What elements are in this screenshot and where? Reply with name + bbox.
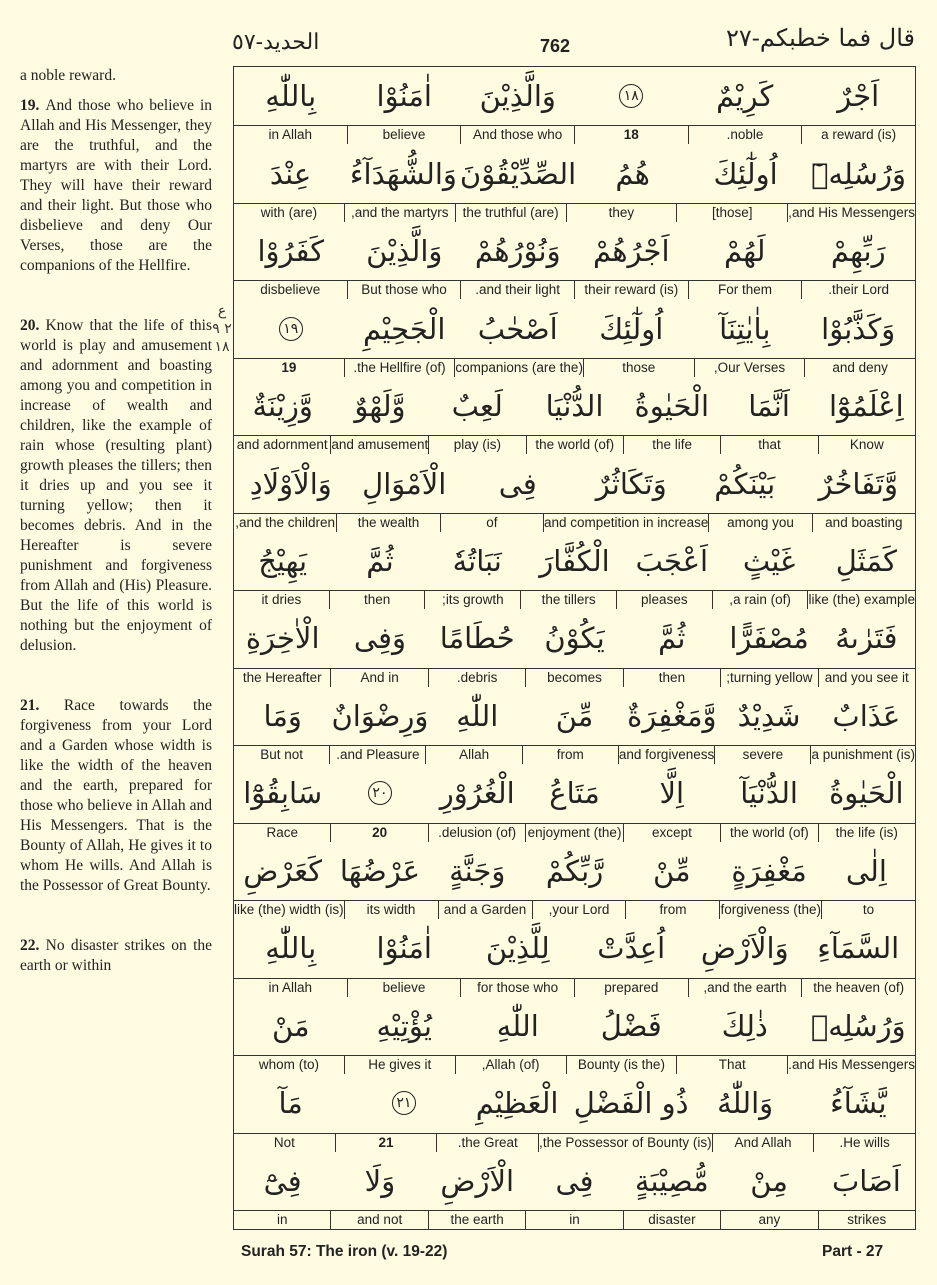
arabic-word: بِاٰيٰتِنَآ	[719, 311, 771, 346]
arabic-word: الْعَظِيْمِ	[475, 1086, 559, 1121]
header-left-arabic: الحديد-٥٧	[232, 30, 320, 55]
arabic-line	[234, 1152, 915, 1210]
translation-text: No disaster strikes on the earth or within	[20, 937, 213, 974]
english-gloss: it dries	[261, 592, 302, 608]
arabic-word: كَعَرْضِ	[243, 853, 323, 888]
english-gloss: believe	[347, 979, 461, 997]
arabic-word: لَعِبٌ	[451, 389, 503, 424]
english-gloss: its width	[344, 901, 438, 919]
verse-end-marker	[234, 317, 348, 341]
arabic-word: اَجْرٌ	[837, 79, 880, 114]
english-gloss: like (the) example	[808, 592, 915, 608]
arabic-line	[234, 687, 915, 745]
arabic-word: فِىْٓ	[263, 1163, 302, 1198]
arabic-word: فَضْلُ	[600, 1008, 662, 1043]
english-gloss: then	[623, 669, 720, 687]
english-gloss: Not	[273, 1134, 295, 1150]
arabic-word: سَابِقُوْٓا	[243, 776, 323, 811]
arabic-line	[234, 144, 915, 202]
english-gloss: among you	[708, 514, 811, 532]
arabic-word: اَصْحٰبُ	[477, 311, 558, 346]
english-gloss: in Allah	[268, 127, 313, 143]
english-gloss: strikes	[818, 1211, 915, 1229]
english-gloss: And in	[330, 669, 427, 687]
arabic-word: اٰمَنُوْا	[376, 931, 432, 966]
english-gloss: 18	[574, 126, 688, 144]
arabic-word: اللّٰهِ	[456, 698, 499, 733]
word-row	[234, 1074, 915, 1151]
gloss-line	[234, 435, 915, 454]
word-row	[234, 67, 915, 144]
verse-number: 20.	[20, 317, 46, 334]
arabic-word: وَرُسُلِهٖ	[810, 1008, 906, 1043]
arabic-word: اٰمَنُوْا	[376, 79, 432, 114]
english-gloss: and His Messengers.	[788, 1057, 915, 1073]
english-gloss: the tillers	[520, 591, 616, 609]
arabic-word: وَاللّٰهُ	[717, 1086, 774, 1121]
arabic-word: الدُّنْيَآ	[740, 776, 798, 811]
english-gloss: (the) enjoyment	[525, 824, 622, 842]
arabic-word: وَمَا	[263, 698, 302, 733]
word-row	[234, 377, 915, 454]
english-gloss: (are) the truthful	[455, 204, 566, 222]
translation-paragraph	[20, 936, 212, 976]
english-gloss: the wealth	[336, 514, 439, 532]
word-row	[234, 144, 915, 221]
arabic-word: وَرِضْوَانٌ	[331, 698, 429, 733]
arabic-word: الْجَحِيْمِ	[363, 311, 446, 346]
english-gloss: and competition in increase	[543, 514, 709, 530]
arabic-word: وَجَنَّةٍ	[449, 853, 506, 888]
english-gloss: He wills.	[813, 1134, 915, 1152]
page-number: 762	[540, 36, 571, 56]
gloss-line	[234, 1210, 915, 1229]
english-gloss: and you see it	[818, 669, 915, 687]
word-row	[234, 687, 915, 764]
arabic-word: مُّصِيْبَةٍ	[634, 1163, 709, 1198]
english-gloss: turning yellow;	[720, 669, 817, 687]
arabic-line	[234, 919, 915, 977]
arabic-line	[234, 609, 915, 667]
arabic-line	[234, 532, 915, 590]
arabic-word: الصِّدِّيْقُوْنَ	[459, 156, 577, 191]
arabic-word: وَّلَهْوٌ	[354, 389, 406, 424]
english-gloss: But those who	[347, 281, 461, 299]
word-row	[234, 997, 915, 1074]
arabic-line	[234, 299, 915, 357]
english-gloss: disaster	[623, 1211, 720, 1229]
english-gloss: (are) with	[260, 204, 318, 220]
arabic-word: اللّٰهِ	[496, 1008, 539, 1043]
verse-end-number: ١٨	[619, 84, 643, 108]
arabic-word: عِنْدَ	[269, 156, 312, 191]
english-gloss: (of) the world	[526, 436, 623, 454]
arabic-line	[234, 997, 915, 1055]
verse-end-number: ١٩	[279, 317, 303, 341]
arabic-line	[234, 842, 915, 900]
arabic-word: كَفَرُوْا	[257, 234, 325, 269]
arabic-word: الدُّنْيَا	[545, 389, 604, 424]
word-row	[234, 609, 915, 686]
english-gloss: prepared	[574, 979, 688, 997]
english-gloss: in	[525, 1211, 622, 1229]
english-gloss: in	[277, 1211, 288, 1227]
arabic-word: وَالشُّهَدَآءُ	[349, 156, 457, 191]
english-gloss: He gives it	[344, 1056, 455, 1074]
footer-surah: Surah 57: The iron (v. 19-22)	[241, 1243, 448, 1260]
arabic-word: نَبَاتُهٗ	[452, 544, 502, 579]
arabic-word: ثُمَّ	[366, 544, 394, 579]
verse-number: 19.	[20, 97, 46, 114]
arabic-word: وَلَا	[364, 1163, 396, 1198]
english-gloss: (of) the Hellfire.	[344, 359, 455, 377]
english-gloss: and boasting	[812, 514, 915, 532]
english-gloss: except	[623, 824, 720, 842]
arabic-word: فِى	[555, 1163, 594, 1198]
english-gloss: your Lord,	[532, 901, 626, 919]
english-gloss: 19	[281, 359, 297, 375]
english-gloss: noble.	[688, 126, 802, 144]
arabic-word: عَذَابٌ	[832, 698, 901, 733]
english-gloss: And Allah	[712, 1134, 814, 1152]
gloss-line	[234, 745, 915, 764]
gloss-line	[234, 358, 915, 377]
arabic-word: ذُو الْفَضْلِ	[573, 1086, 689, 1121]
english-gloss: But not	[260, 747, 304, 763]
english-gloss: [those]	[676, 204, 787, 222]
english-gloss: Race	[266, 824, 299, 840]
arabic-line	[234, 377, 915, 435]
arabic-word: الْحَيٰوةُ	[634, 389, 710, 424]
english-gloss: (of) the world	[720, 824, 817, 842]
english-gloss: that	[720, 436, 817, 454]
english-gloss: (is) a reward	[801, 126, 915, 144]
verse-end-marker	[575, 84, 689, 108]
english-gloss: and amusement	[331, 437, 429, 453]
translation-paragraph	[20, 66, 212, 86]
english-gloss: for those who	[460, 979, 574, 997]
arabic-word: مِنْ	[750, 1163, 788, 1198]
english-gloss: and His Messengers,	[788, 204, 915, 220]
arabic-word: شَدِيْدٌ	[737, 698, 801, 733]
arabic-word: وَفِى	[353, 621, 406, 656]
english-gloss: then	[329, 591, 425, 609]
arabic-word: مَنْ	[271, 1008, 310, 1043]
gloss-line	[234, 1055, 915, 1074]
arabic-word: يُؤْتِيْهِ	[376, 1008, 432, 1043]
arabic-line	[234, 454, 915, 512]
word-row	[234, 222, 915, 299]
english-gloss: the life	[623, 436, 720, 454]
arabic-word: الْغُرُوْرِ	[439, 776, 515, 811]
english-gloss: they	[566, 204, 677, 222]
footer-part: Part - 27	[822, 1243, 884, 1260]
arabic-word: الْكُفَّارَ	[539, 544, 610, 579]
word-row	[234, 842, 915, 919]
arabic-line	[234, 67, 915, 125]
arabic-word: الْاَمْوَالِ	[362, 466, 447, 501]
gloss-line	[234, 978, 915, 997]
english-gloss: believe	[347, 126, 461, 144]
english-gloss: and adornment	[236, 437, 328, 453]
english-gloss: (are the) companions	[455, 359, 583, 375]
translation-column	[20, 66, 212, 976]
translation-text: Race towards the forgiveness from your Lord and a Garden whose width is like the width of the heaven and the earth, prepared for those who believe in Allah and His Messengers. That is the Bounty of Allah, He gives it to whom He wills. And Allah is the Possessor of Great Bounty.	[20, 697, 212, 894]
english-gloss: and the children,	[235, 514, 336, 530]
english-gloss: (is) like (the) width	[234, 902, 344, 918]
english-gloss: Our Verses,	[694, 359, 805, 377]
arabic-word: يَكُوْنُ	[544, 621, 605, 656]
arabic-word: فَتَرٰىهُ	[835, 621, 898, 656]
arabic-word: اَصَابَ	[831, 1163, 901, 1198]
arabic-line	[234, 1074, 915, 1132]
english-gloss: (of) delusion.	[428, 824, 525, 842]
english-gloss: 21	[335, 1134, 437, 1152]
arabic-word: وَنُوْرُهُمْ	[474, 234, 561, 269]
gloss-line	[234, 203, 915, 222]
english-gloss: the earth	[428, 1211, 525, 1229]
word-row	[234, 919, 915, 996]
translation-paragraph	[20, 316, 212, 656]
arabic-word: حُطَامًا	[439, 621, 515, 656]
arabic-word: لَهُمْ	[723, 234, 766, 269]
arabic-word: مِّنَ	[555, 698, 594, 733]
english-gloss: severe	[714, 746, 810, 764]
gloss-line	[234, 900, 915, 919]
english-gloss: (of) the heaven	[801, 979, 915, 997]
english-gloss: and a Garden	[438, 901, 532, 919]
arabic-word: وَكَذَّبُوْا	[821, 311, 896, 346]
arabic-word: كَمَثَلِ	[835, 544, 897, 579]
arabic-word: يَّشَآءُ	[830, 1086, 887, 1121]
arabic-word: اُعِدَّتْ	[597, 931, 666, 966]
arabic-word: اُولٰٓئِكَ	[599, 311, 664, 346]
arabic-word: لِلَّذِيْنَ	[485, 931, 550, 966]
word-row	[234, 764, 915, 841]
verse-number: 22.	[20, 937, 46, 954]
gloss-line	[234, 590, 915, 609]
arabic-word: رَبِّهِمْ	[830, 234, 886, 269]
english-gloss: (is) play	[428, 436, 525, 454]
english-gloss: and Pleasure.	[329, 746, 425, 764]
arabic-word: وَتَكَاثُرٌ	[595, 466, 667, 501]
arabic-word: مُصْفَرًّا	[729, 621, 809, 656]
verse-end-marker	[331, 781, 428, 805]
arabic-word: وَرُسُلِهٖٓ	[811, 156, 906, 191]
arabic-word: وَالَّذِيْنَ	[479, 79, 556, 114]
arabic-word: وَّمَغْفِرَةٌ	[627, 698, 717, 733]
arabic-word: رَّبِّكُمْ	[545, 853, 604, 888]
arabic-word: مَغْفِرَةٍ	[731, 853, 807, 888]
english-gloss: (is) their reward	[574, 281, 688, 299]
arabic-word: بِاللّٰهِ	[265, 79, 317, 114]
english-gloss: and not	[330, 1211, 427, 1229]
arabic-word: مَتَاعُ	[549, 776, 600, 811]
verse-end-number: ٢٠	[368, 781, 392, 805]
english-gloss: 20	[330, 824, 427, 842]
gloss-line	[234, 823, 915, 842]
arabic-word: بَيْنَكُمْ	[714, 466, 776, 501]
english-gloss: (the) forgiveness	[720, 902, 822, 918]
arabic-word: اِلٰى	[845, 853, 887, 888]
arabic-word: ذٰلِكَ	[721, 1008, 768, 1043]
english-gloss: from	[625, 901, 719, 919]
arabic-word: اِعْلَمُوْٓا	[828, 389, 904, 424]
verse-end-number: ٢١	[392, 1091, 416, 1115]
word-row	[234, 532, 915, 609]
english-gloss: the Great.	[436, 1134, 538, 1152]
english-gloss: (is) the Possessor of Bounty,	[539, 1134, 712, 1150]
gloss-line	[234, 1133, 915, 1152]
english-gloss: those	[583, 359, 694, 377]
translation-text: Know that the life of this world is play and amusement and adornment and boasting among you and competition in increase of wealth and children, like the example of rain whose (resulting plant) growth pleases the tillers; then it dries up and you see it turning yellow; then it becomes debris. And in the Hereafter is severe punishment and forgiveness from Allah and (His) Pleasure. But the life of this world is nothing but the enjoyment of delusion.	[20, 317, 213, 654]
english-gloss: and forgiveness	[618, 747, 715, 763]
english-gloss: debris.	[428, 669, 525, 687]
english-gloss: from	[522, 746, 618, 764]
verse-number: 21.	[20, 697, 64, 714]
english-gloss: (of) a rain,	[712, 591, 808, 609]
arabic-word: ثُمَّ	[658, 621, 686, 656]
arabic-word: الْاٰخِرَةِ	[245, 621, 320, 656]
arabic-word: اَجْرُهُمْ	[592, 234, 670, 269]
verse-end-marker	[347, 1091, 460, 1115]
english-gloss: to	[821, 901, 915, 919]
english-gloss: their Lord.	[801, 281, 915, 299]
english-gloss: (is) a punishment	[811, 747, 915, 763]
translation-text: a noble reward.	[20, 67, 116, 84]
arabic-word: اَعْجَبَ	[635, 544, 709, 579]
arabic-word: اَنَّمَا	[748, 389, 790, 424]
english-gloss: becomes	[525, 669, 622, 687]
arabic-word: وَالَّذِيْنَ	[366, 234, 443, 269]
arabic-word: وَّتَفَاخُرٌ	[818, 466, 898, 501]
english-gloss: its growth;	[424, 591, 520, 609]
english-gloss: any	[720, 1211, 817, 1229]
english-gloss: in Allah	[268, 979, 313, 995]
english-gloss: and deny	[804, 359, 915, 377]
arabic-word: وَالْاَرْضِ	[700, 931, 789, 966]
english-gloss: and the martyrs,	[344, 204, 455, 222]
english-gloss: Know	[818, 436, 915, 454]
english-gloss: (of) Allah,	[455, 1056, 566, 1074]
arabic-word: عَرْضُهَا	[339, 853, 421, 888]
english-gloss: disbelieve	[260, 282, 321, 298]
header-right-arabic: قال فما خطبكم-٢٧	[725, 24, 915, 52]
arabic-word: يَهِيْجُ	[258, 544, 308, 579]
arabic-line	[234, 764, 915, 822]
arabic-word: الْاَرْضِ	[440, 1163, 515, 1198]
arabic-word: مِّنْ	[652, 853, 691, 888]
english-gloss: (is) the life	[818, 824, 915, 842]
arabic-word: مَآ	[278, 1086, 303, 1121]
ruku-mark: ع ٢ ٩ ١٨	[212, 303, 232, 355]
english-gloss: (is the) Bounty	[566, 1056, 677, 1074]
arabic-word: وَّزِيْنَةٌ	[252, 389, 313, 424]
arabic-word: بِاللّٰهِ	[265, 931, 317, 966]
english-gloss: (to) whom	[258, 1057, 319, 1073]
arabic-word: الْحَيٰوةُ	[829, 776, 904, 811]
arabic-word: فِى	[498, 466, 537, 501]
english-gloss: the Hereafter	[242, 669, 322, 685]
english-gloss: and their light.	[460, 281, 574, 299]
translation-paragraph	[20, 696, 212, 896]
word-row	[234, 1152, 915, 1229]
english-gloss: For them	[688, 281, 802, 299]
arabic-line	[234, 222, 915, 280]
english-gloss: And those who	[460, 126, 574, 144]
english-gloss: Allah	[425, 746, 521, 764]
word-row	[234, 454, 915, 531]
english-gloss: pleases	[616, 591, 712, 609]
arabic-word: هُمُ	[615, 156, 650, 191]
arabic-word: اُولٰٓئِكَ	[713, 156, 778, 191]
english-gloss: of	[440, 514, 543, 532]
arabic-word: غَيْثٍ	[742, 544, 796, 579]
word-grid	[233, 66, 916, 1230]
arabic-word: السَّمَآءِ	[817, 931, 900, 966]
gloss-line	[234, 280, 915, 299]
english-gloss: That	[676, 1056, 787, 1074]
arabic-word: اِلَّا	[659, 776, 685, 811]
gloss-line	[234, 513, 915, 532]
arabic-word: وَالْاَوْلَادِ	[249, 466, 332, 501]
gloss-line	[234, 125, 915, 144]
english-gloss: and the earth,	[688, 979, 802, 997]
translation-text: And those who believe in Allah and His Messenger, they are the truthful, and the martyrs are with their Lord. They will have their reward and their light. But those who disbelieve and deny Our Verses, those are the companions of the Hellfire.	[20, 97, 213, 274]
arabic-word: كَرِيْمٌ	[716, 79, 774, 114]
word-row	[234, 299, 915, 376]
translation-paragraph	[20, 96, 212, 276]
gloss-line	[234, 668, 915, 687]
